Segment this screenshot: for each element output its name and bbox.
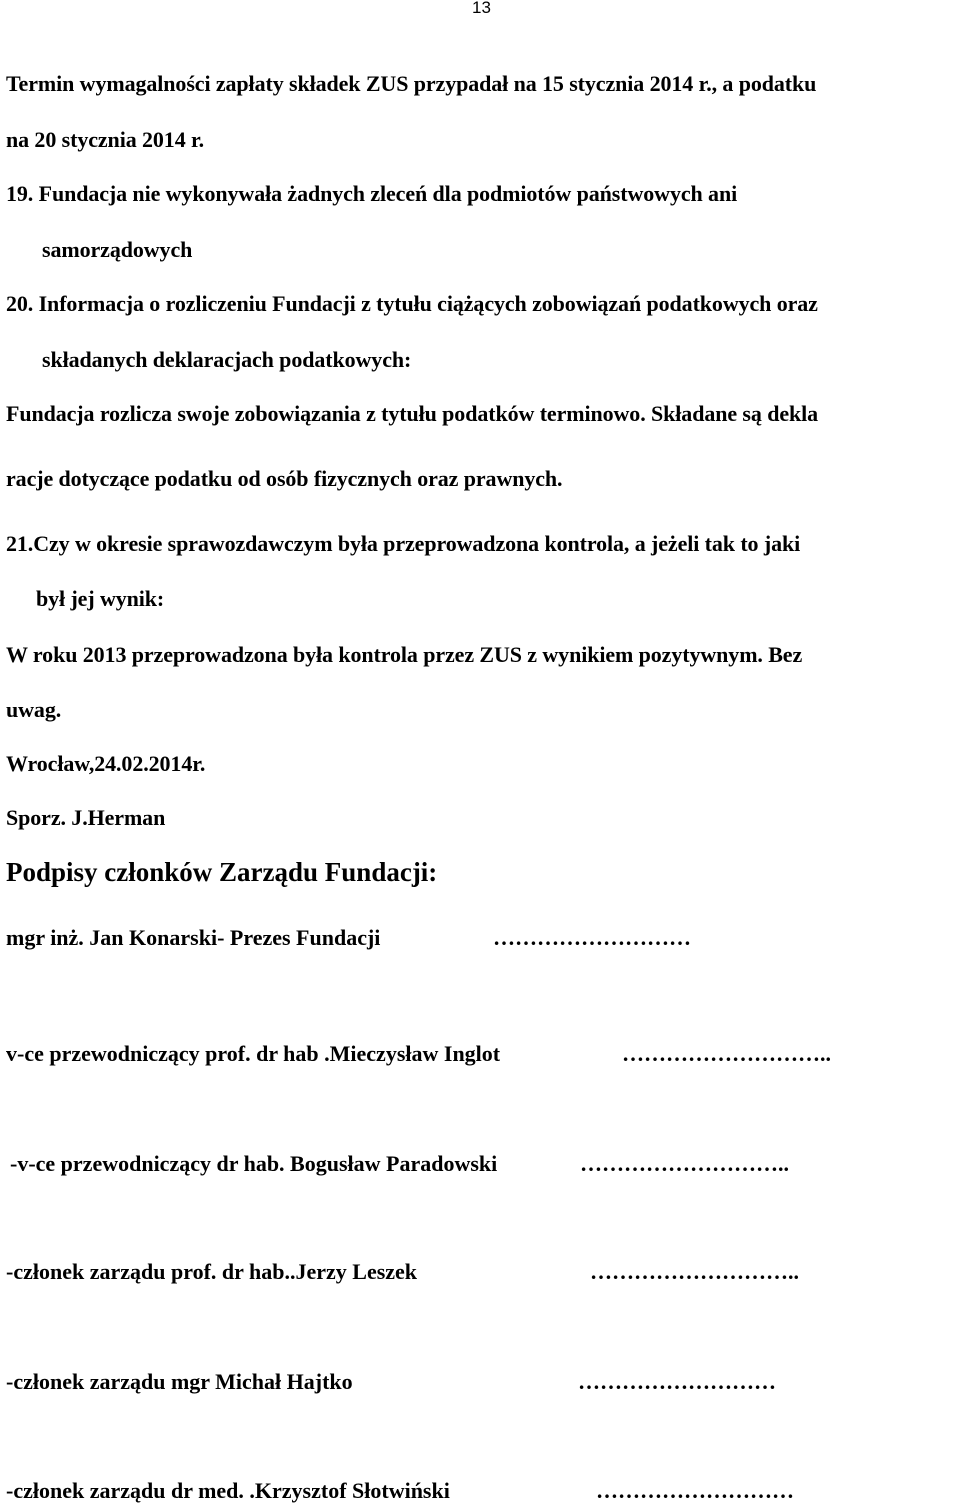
item-20-line: Fundacja rozlicza swoje zobowiązania z tytułu podatków terminowo. Składane są dekla [6,401,819,426]
item-21-line: uwag. [6,697,62,722]
signature-line: ……………………….. [590,1259,799,1284]
signature-name: -członek zarządu mgr Michał Hajtko [6,1369,353,1394]
signature-line: ……………………….. [580,1151,789,1176]
signature-line: ……………………… [578,1369,776,1394]
signatures-heading: Podpisy członków Zarządu Fundacji: [6,857,438,887]
paragraph-line: na 20 stycznia 2014 r. [6,127,205,152]
item-19-line: 19. Fundacja nie wykonywała żadnych zleceń dla podmiotów państwowych ani [6,181,738,206]
signature-line: ……………………… [493,925,691,950]
signature-name: mgr inż. Jan Konarski- Prezes Fundacji [6,925,381,950]
page-number: 13 [472,0,491,17]
signature-name: -członek zarządu prof. dr hab..Jerzy Leszek [6,1259,418,1284]
signature-line: ……………………….. [622,1041,831,1066]
paragraph-line: Termin wymagalności zapłaty składek ZUS przypadał na 15 stycznia 2014 r., a podatku [6,71,817,96]
signature-line: ……………………… [596,1478,794,1503]
signature-name: -członek zarządu dr med. .Krzysztof Słotwiński [6,1478,450,1503]
item-19-line: samorządowych [42,237,193,262]
item-21-line: był jej wynik: [36,586,165,611]
item-21-line: W roku 2013 przeprowadzona była kontrola przez ZUS z wynikiem pozytywnym. Bez [6,642,803,667]
place-date: Wrocław,24.02.2014r. [6,751,206,776]
prepared-by: Sporz. J.Herman [6,805,166,830]
item-20-line: składanych deklaracjach podatkowych: [42,347,412,372]
item-20-line: 20. Informacja o rozliczeniu Fundacji z tytułu ciążących zobowiązań podatkowych oraz [6,291,818,316]
item-21-line: 21.Czy w okresie sprawozdawczym była przeprowadzona kontrola, a jeżeli tak to jaki [6,531,801,556]
signature-name: -v-ce przewodniczący dr hab. Bogusław Paradowski [10,1151,498,1176]
signature-name: v-ce przewodniczący prof. dr hab .Mieczysław Inglot [6,1041,501,1066]
item-20-line: racje dotyczące podatku od osób fizycznych oraz prawnych. [6,466,563,491]
